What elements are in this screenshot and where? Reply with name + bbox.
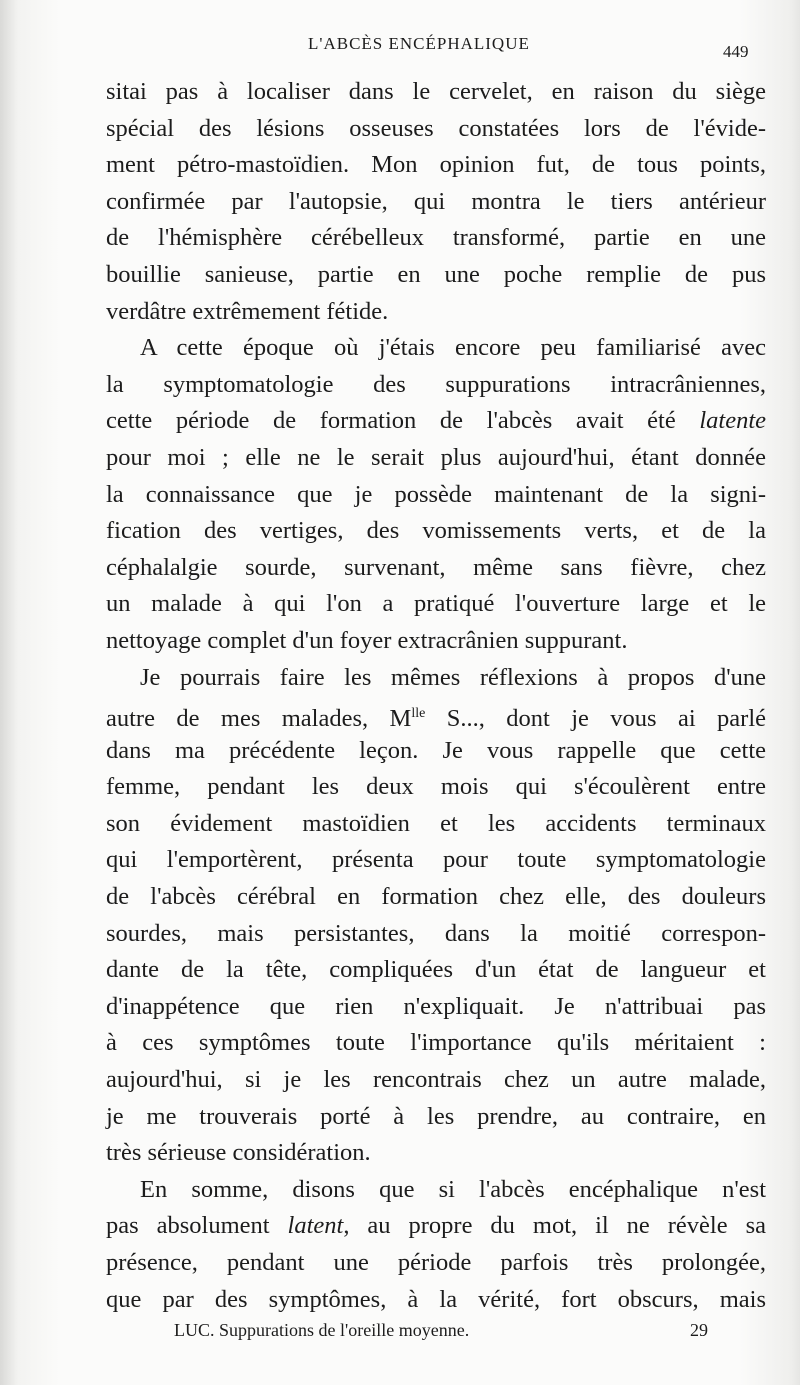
text-line: dans ma précédente leçon. Je vous rappelle que cette xyxy=(106,736,766,764)
text-line xyxy=(106,403,766,440)
text-line: Je pourrais faire les mêmes réflexions à propos d'une xyxy=(140,663,766,691)
text-line: sitai pas à localiser dans le cervelet, en raison du siège xyxy=(106,78,766,105)
emphasis-word: latent xyxy=(287,1212,344,1240)
text-line: céphalalgie sourde, survenant, même sans fièvre, chez xyxy=(106,553,766,581)
text-line: présence, pendant une période parfois très prolongée, xyxy=(106,1249,766,1276)
footer-credit: LUC. Suppurations de l'oreille moyenne. xyxy=(174,1320,470,1340)
text-line: femme, pendant les deux mois qui s'écoulèrent entre xyxy=(106,773,766,801)
text-line: la symptomatologie des suppurations intracrâniennes, xyxy=(106,370,766,398)
text-line: nettoyage complet d'un foyer extracrânien suppurant. xyxy=(106,626,628,654)
text-segment: pas absolument xyxy=(106,1212,288,1240)
text-line: verdâtre extrêmement fétide. xyxy=(106,297,389,325)
text-line: d'inappétence que rien n'expliquait. Je n'attribuai pas xyxy=(106,992,766,1020)
superscript: lle xyxy=(411,706,426,722)
page-number: 449 xyxy=(723,42,749,61)
text-line: ment pétro-mastoïdien. Mon opinion fut, de tous points, xyxy=(106,151,766,179)
emphasis-word: latente xyxy=(699,407,766,435)
text-line: très sérieuse considération. xyxy=(106,1139,371,1167)
text-line xyxy=(106,1208,766,1245)
text-line: spécial des lésions osseuses constatées lors de l'évide- xyxy=(106,114,766,142)
body-text xyxy=(106,74,766,1318)
text-line: je me trouverais porté à les prendre, au contraire, en xyxy=(106,1102,766,1130)
text-segment: , au propre du mot, il ne révèle sa xyxy=(343,1212,766,1240)
text-line: de l'hémisphère cérébelleux transformé, partie en une xyxy=(106,224,766,252)
text-line: aujourd'hui, si je les rencontrais chez un autre malade, xyxy=(106,1066,766,1094)
running-title: L'ABCÈS ENCÉPHALIQUE xyxy=(308,34,530,53)
signature-mark: 29 xyxy=(690,1320,708,1340)
text-segment: S..., dont je vous ai parlé xyxy=(425,705,767,733)
text-line: sourdes, mais persistantes, dans la moitié correspon- xyxy=(106,919,766,947)
text-line: dante de la tête, compliquées d'un état de langueur et xyxy=(106,956,766,984)
text-line: de l'abcès cérébral en formation chez elle, des douleurs xyxy=(106,883,766,911)
running-head xyxy=(0,34,800,61)
text-line: bouillie sanieuse, partie en une poche remplie de pus xyxy=(106,260,766,288)
text-line: que par des symptômes, à la vérité, fort obscurs, mais xyxy=(106,1285,766,1313)
text-line xyxy=(106,696,766,733)
text-line: son évidement mastoïdien et les accidents terminaux xyxy=(106,809,766,837)
text-line: En somme, disons que si l'abcès encéphalique n'est xyxy=(140,1175,766,1203)
text-line: A cette époque où j'étais encore peu familiarisé avec xyxy=(140,334,766,362)
text-line: confirmée par l'autopsie, qui montra le tiers antérieur xyxy=(106,187,766,215)
text-line: un malade à qui l'on a pratiqué l'ouverture large et le xyxy=(106,590,766,618)
text-line: qui l'emportèrent, présenta pour toute symptomatologie xyxy=(106,846,766,874)
text-line: fication des vertiges, des vomissements verts, et de la xyxy=(106,517,766,545)
text-line: pour moi ; elle ne le serait plus aujourd'hui, étant donnée xyxy=(106,443,766,471)
page-footer xyxy=(0,1320,800,1350)
text-line: la connaissance que je possède maintenant de la signi- xyxy=(106,480,766,508)
text-segment: cette période de formation de l'abcès avait été xyxy=(106,407,700,435)
text-segment: autre de mes malades, M xyxy=(106,705,412,733)
text-line: à ces symptômes toute l'importance qu'ils méritaient : xyxy=(106,1029,766,1057)
